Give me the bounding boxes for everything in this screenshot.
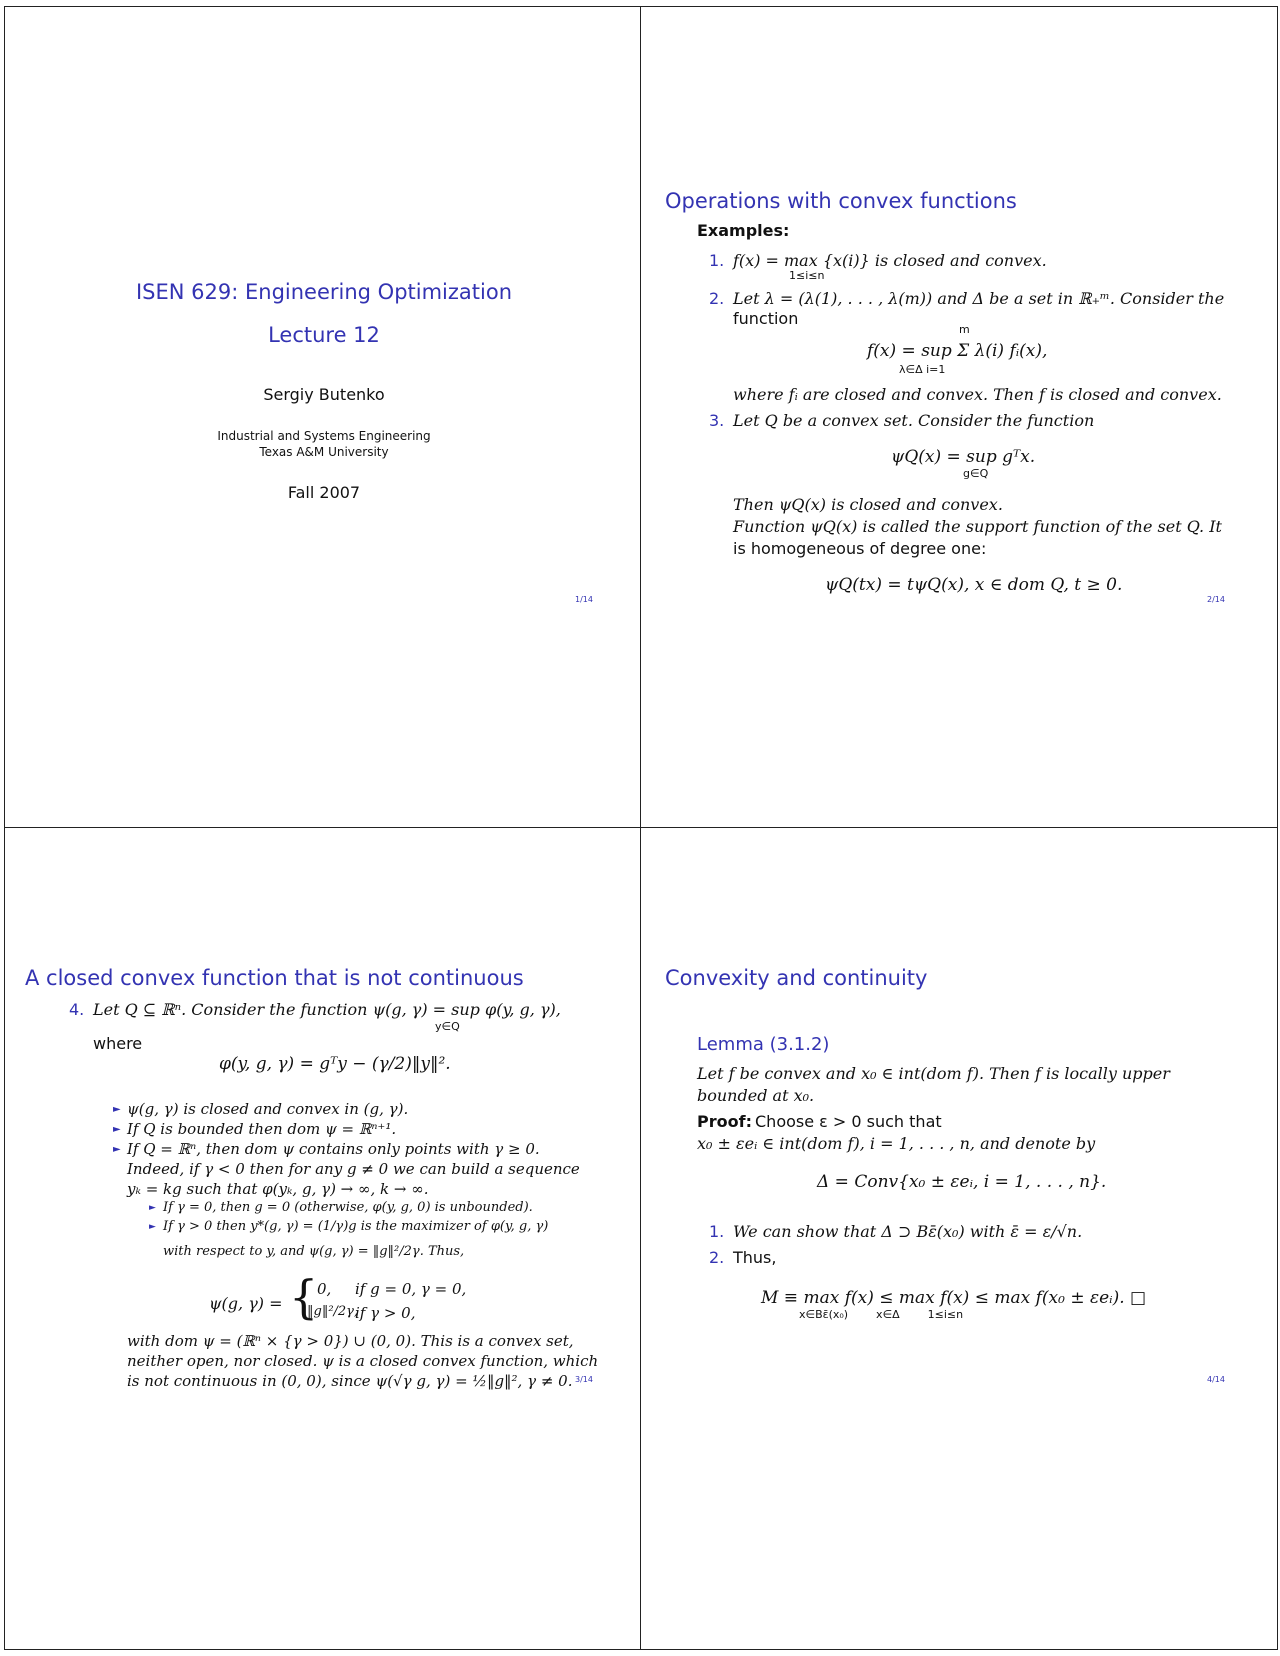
item-number: 2. [709, 1248, 725, 1267]
proof-line-1: Choose ε > 0 such that [755, 1112, 942, 1131]
slide-title: Convexity and continuity [665, 966, 928, 990]
indeed-line-1: Indeed, if γ < 0 then for any g ≠ 0 we can build a sequence [127, 1160, 580, 1178]
sub-bullet-icon: ► [149, 1203, 156, 1213]
slide-title: A closed convex function that is not continuous [25, 966, 524, 990]
bound-subscripts: x∈Bε̄(x₀) x∈Δ 1≤i≤n [799, 1308, 964, 1321]
bullet-icon: ► [113, 1144, 121, 1155]
course-title: ISEN 629: Engineering Optimization [135, 280, 513, 304]
example-1: f(x) = max {x(i)} is closed and convex. [733, 251, 1047, 270]
phi-formula: φ(y, g, γ) = gᵀy − (γ/2)‖y‖². [219, 1054, 451, 1074]
lemma-title: Lemma (3.1.2) [697, 1034, 830, 1055]
bullet-2: If Q is bounded then dom ψ = ℝⁿ⁺¹. [127, 1120, 397, 1138]
sum-upper-limit: m [959, 323, 970, 336]
department: Industrial and Systems Engineering [217, 429, 431, 443]
final-line-2: neither open, nor closed. ψ is a closed convex function, which [127, 1352, 599, 1370]
slide-title: Operations with convex functions [665, 189, 1017, 213]
lecture-number: Lecture 12 [268, 323, 380, 347]
indeed-line-2: yₖ = kg such that φ(yₖ, g, γ) → ∞, k → ∞. [127, 1180, 429, 1198]
left-brace: { [289, 1270, 319, 1324]
item-number: 3. [709, 411, 725, 430]
proof-label: Proof: [697, 1112, 752, 1131]
sum-lower-limit: λ∈Δ i=1 [899, 363, 946, 376]
lemma-line-2: bounded at x₀. [697, 1086, 815, 1105]
lemma-line-1: Let f be convex and x₀ ∈ int(dom f). Then f is locally upper [697, 1064, 1170, 1083]
sub-bullet-icon: ► [149, 1222, 156, 1232]
final-line-1: with dom ψ = (ℝⁿ × {γ > 0}) ∪ (0, 0). This is a convex set, [127, 1332, 574, 1350]
where-label: where [93, 1034, 143, 1053]
item-number: 1. [709, 1222, 725, 1241]
page-number: 3/14 [575, 1375, 593, 1384]
piecewise-case-1-value: 0, [317, 1280, 332, 1298]
example-2-formula: f(x) = sup Σ λ(i) fᵢ(x), [867, 341, 1048, 361]
homogeneity-formula: ψQ(tx) = tψQ(x), x ∈ dom Q, t ≥ 0. [825, 575, 1123, 595]
examples-label: Examples: [697, 221, 790, 240]
term: Fall 2007 [287, 483, 361, 502]
example-3-line-2: Then ψQ(x) is closed and convex. [733, 495, 1003, 514]
page-number: 4/14 [1207, 1375, 1225, 1384]
support-function-formula: ψQ(x) = sup gᵀx. [891, 447, 1036, 467]
proof-line-2: x₀ ± εeᵢ ∈ int(dom f), i = 1, . . . , n, and denote by [697, 1134, 1096, 1153]
step-1: We can show that Δ ⊃ Bε̄(x₀) with ε̄ = ε/√n. [733, 1222, 1083, 1241]
slide-1 [4, 6, 642, 828]
example-3-line-4: is homogeneous of degree one: [733, 539, 987, 558]
example-4-line-1: Let Q ⊆ ℝⁿ. Consider the function ψ(g, γ) = sup φ(y, g, γ), [93, 1000, 561, 1019]
max-subscript: 1≤i≤n [789, 269, 825, 282]
sub-bullet-2: If γ > 0 then y*(g, γ) = (1/γ)g is the maximizer of φ(y, g, γ) [163, 1219, 549, 1234]
university: Texas A&M University [259, 445, 389, 459]
example-2-line-2: function [733, 309, 799, 328]
bound-formula: M ≡ max f(x) ≤ max f(x) ≤ max f(x₀ ± εeᵢ). □ [761, 1288, 1147, 1308]
slide-2 [640, 6, 1278, 828]
example-2-line-1: Let λ = (λ(1), . . . , λ(m)) and Δ be a set in ℝ₊ᵐ. Consider the [733, 289, 1225, 308]
piecewise-lhs: ψ(g, γ) = [209, 1294, 283, 1313]
sub-bullet-1: If γ = 0, then g = 0 (otherwise, φ(y, g, 0) is unbounded). [163, 1200, 533, 1215]
example-3-line-3: Function ψQ(x) is called the support function of the set Q. It [733, 517, 1222, 536]
piecewise-case-1-condition: if g = 0, γ = 0, [355, 1280, 467, 1298]
sup-subscript: g∈Q [963, 467, 989, 480]
piecewise-case-2-value: ‖g‖²/2γ, [307, 1304, 359, 1319]
item-number: 2. [709, 289, 725, 308]
page-number: 2/14 [1207, 595, 1225, 604]
example-3-line-1: Let Q be a convex set. Consider the function [733, 411, 1095, 430]
item-number: 4. [69, 1000, 85, 1019]
example-2-line-3: where fᵢ are closed and convex. Then f is closed and convex. [733, 385, 1222, 404]
slide-3 [4, 827, 642, 1650]
item-number: 1. [709, 251, 725, 270]
sup-subscript: y∈Q [435, 1020, 460, 1033]
step-2: Thus, [733, 1248, 777, 1267]
bullet-icon: ► [113, 1124, 121, 1135]
author-name: Sergiy Butenko [263, 385, 385, 404]
bullet-1: ψ(g, γ) is closed and convex in (g, γ). [127, 1100, 409, 1118]
delta-formula: Δ = Conv{x₀ ± εeᵢ, i = 1, . . . , n}. [817, 1172, 1107, 1192]
final-line-3: is not continuous in (0, 0), since ψ(√γ g, γ) = ½‖g‖², γ ≠ 0. [127, 1372, 573, 1390]
sub-bullet-2-cont: with respect to y, and ψ(g, γ) = ‖g‖²/2γ. Thus, [163, 1244, 465, 1259]
bullet-3: If Q = ℝⁿ, then dom ψ contains only points with γ ≥ 0. [127, 1140, 540, 1158]
bullet-icon: ► [113, 1104, 121, 1115]
slide-4 [640, 827, 1278, 1650]
piecewise-case-2-condition: if γ > 0, [355, 1304, 416, 1322]
page-number: 1/14 [575, 595, 593, 604]
